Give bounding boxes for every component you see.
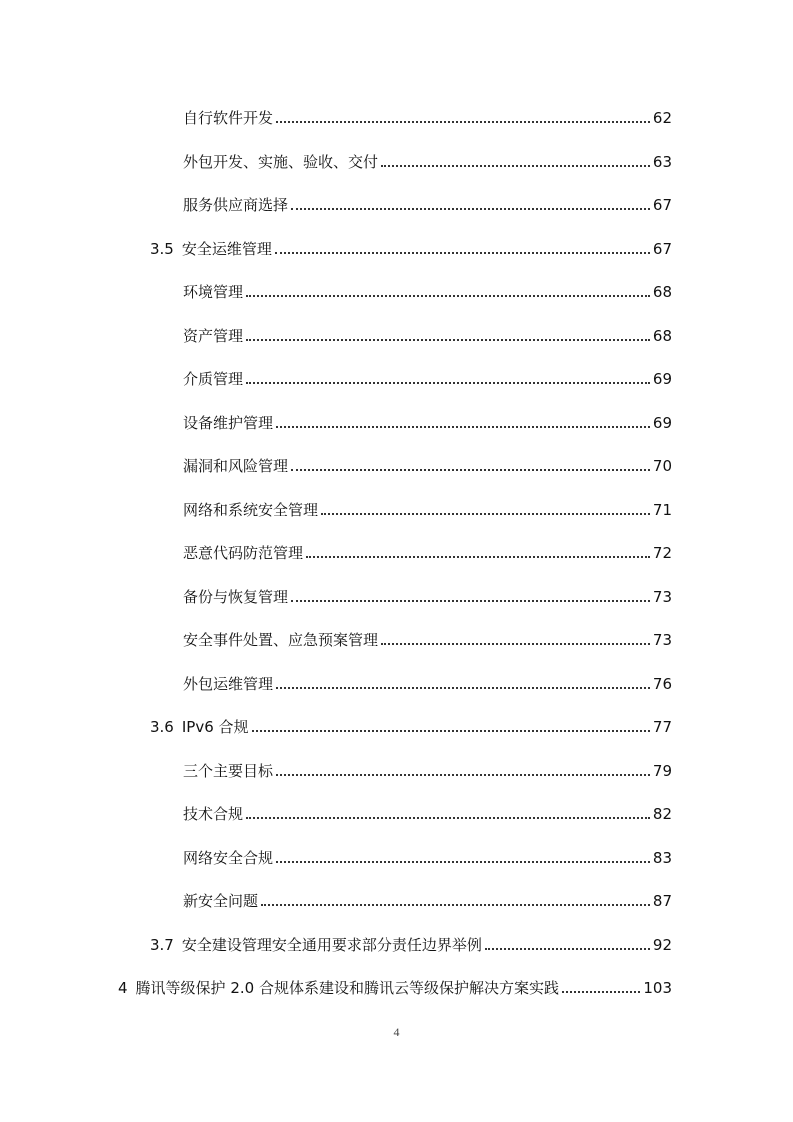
toc-entry-page: 87 bbox=[652, 892, 672, 910]
toc-entry[interactable] bbox=[118, 977, 672, 999]
dot-leader bbox=[246, 339, 650, 341]
toc-entry[interactable] bbox=[183, 586, 672, 608]
dot-leader bbox=[321, 513, 650, 515]
toc-entry-title: 安全建设管理安全通用要求部分责任边界举例 bbox=[181, 935, 482, 954]
toc-entry[interactable] bbox=[183, 673, 672, 695]
dot-leader bbox=[246, 817, 650, 819]
toc-entry-title: 技术合规 bbox=[183, 805, 244, 823]
toc-entry-title: 三个主要目标 bbox=[183, 761, 274, 780]
toc-entry[interactable] bbox=[183, 151, 672, 173]
dot-leader bbox=[291, 208, 650, 210]
toc-entry-title: 新安全问题 bbox=[183, 892, 259, 910]
toc-entry-title: 漏洞和风险管理 bbox=[183, 457, 289, 475]
toc-entry-page: 79 bbox=[652, 761, 672, 780]
toc-entry-page: 76 bbox=[652, 674, 672, 693]
toc-entry[interactable] bbox=[183, 847, 672, 869]
dot-leader bbox=[562, 991, 640, 993]
dot-leader bbox=[291, 469, 650, 471]
dot-leader bbox=[381, 165, 650, 167]
toc-entry-title: 安全运维管理 bbox=[181, 239, 272, 258]
toc-entry-title: 备份与恢复管理 bbox=[183, 587, 289, 606]
toc-entry[interactable] bbox=[183, 368, 672, 390]
toc-entry-page: 73 bbox=[652, 587, 672, 606]
toc-entry[interactable] bbox=[150, 934, 672, 956]
dot-leader bbox=[246, 382, 650, 384]
toc-entry-title: 网络安全合规 bbox=[183, 848, 274, 867]
toc-entry[interactable] bbox=[183, 760, 672, 782]
dot-leader bbox=[306, 556, 650, 558]
toc-entry-page: 68 bbox=[652, 283, 672, 301]
toc-entry-title: 自行软件开发 bbox=[183, 109, 274, 127]
toc-entry[interactable] bbox=[183, 629, 672, 651]
toc-entry-title: 资产管理 bbox=[183, 326, 244, 345]
toc-entry-page: 68 bbox=[652, 326, 672, 345]
dot-leader bbox=[276, 861, 650, 863]
toc-entry-title: 设备维护管理 bbox=[183, 413, 274, 432]
toc-entry-page: 69 bbox=[652, 413, 672, 432]
toc-entry-number: 3.5 bbox=[150, 239, 174, 258]
dot-leader bbox=[276, 426, 650, 428]
toc-entry-title: 外包开发、实施、验收、交付 bbox=[183, 152, 379, 171]
toc-entry-title: IPv6 合规 bbox=[181, 718, 249, 736]
dot-leader bbox=[485, 948, 650, 950]
dot-leader bbox=[381, 643, 650, 645]
toc-entry[interactable] bbox=[183, 455, 672, 477]
dot-leader bbox=[276, 121, 650, 123]
toc-entry-page: 71 bbox=[652, 500, 672, 519]
toc-entry[interactable] bbox=[183, 803, 672, 825]
toc-entry[interactable] bbox=[183, 890, 672, 912]
toc-entry-title: 腾讯等级保护 2.0 合规体系建设和腾讯云等级保护解决方案实践 bbox=[135, 979, 559, 997]
toc-entry[interactable] bbox=[150, 238, 672, 260]
toc-entry-title: 外包运维管理 bbox=[183, 674, 274, 693]
toc-entry-page: 82 bbox=[652, 805, 672, 823]
toc-entry-title: 安全事件处置、应急预案管理 bbox=[183, 631, 379, 649]
toc-entry-page: 103 bbox=[643, 979, 672, 997]
dot-leader bbox=[276, 774, 650, 776]
toc-entry-page: 83 bbox=[652, 848, 672, 867]
dot-leader bbox=[261, 904, 650, 906]
toc-entry[interactable] bbox=[183, 107, 672, 129]
toc-entry-title: 环境管理 bbox=[183, 283, 244, 301]
toc-entry[interactable] bbox=[150, 716, 672, 738]
toc-entry[interactable] bbox=[183, 194, 672, 216]
dot-leader bbox=[246, 295, 650, 297]
toc-entry-page: 77 bbox=[652, 718, 672, 736]
toc-entry-page: 92 bbox=[652, 935, 672, 954]
toc-entry-page: 67 bbox=[652, 239, 672, 258]
toc-entry-title: 恶意代码防范管理 bbox=[183, 544, 304, 562]
toc-entry-number: 3.7 bbox=[150, 935, 174, 954]
toc-entry-page: 73 bbox=[652, 631, 672, 649]
toc-entry-number: 4 bbox=[118, 979, 128, 997]
toc-entry-title: 介质管理 bbox=[183, 370, 244, 388]
toc-entry-page: 72 bbox=[652, 544, 672, 562]
toc-entry[interactable] bbox=[183, 325, 672, 347]
dot-leader bbox=[276, 687, 650, 689]
page-number: 4 bbox=[393, 1025, 400, 1039]
dot-leader bbox=[291, 600, 650, 602]
toc-entry-page: 62 bbox=[652, 109, 672, 127]
toc-entry[interactable] bbox=[183, 542, 672, 564]
toc-entry[interactable] bbox=[183, 499, 672, 521]
toc-entry-page: 69 bbox=[652, 370, 672, 388]
toc-entry[interactable] bbox=[183, 281, 672, 303]
toc-entry-page: 70 bbox=[652, 457, 672, 475]
toc-entry-page: 63 bbox=[652, 152, 672, 171]
toc-entry-title: 服务供应商选择 bbox=[183, 196, 289, 214]
toc-entry[interactable] bbox=[183, 412, 672, 434]
toc-entry-page: 67 bbox=[652, 196, 672, 214]
toc-entry-title: 网络和系统安全管理 bbox=[183, 500, 319, 519]
dot-leader bbox=[252, 730, 650, 732]
dot-leader bbox=[275, 252, 650, 254]
toc-entry-number: 3.6 bbox=[150, 718, 174, 736]
